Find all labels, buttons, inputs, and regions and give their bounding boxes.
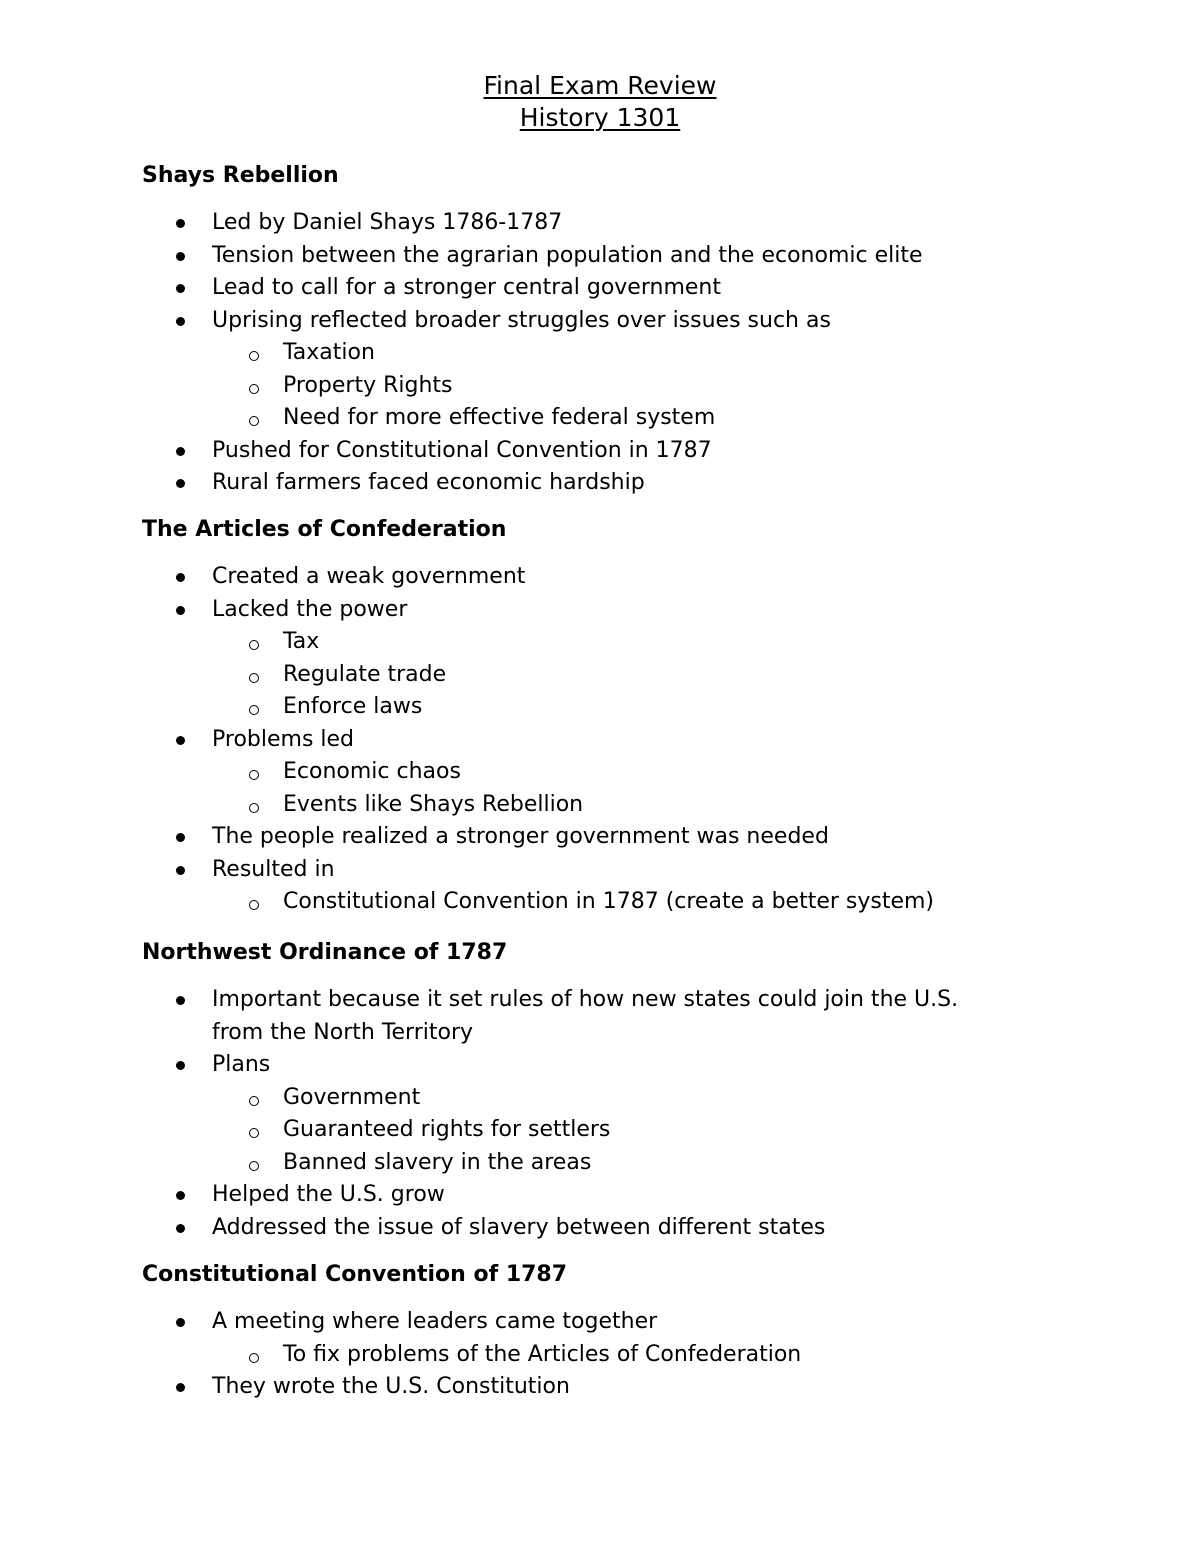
bullet-icon	[176, 219, 185, 228]
sub-list-item: Property Rights	[142, 370, 1122, 403]
bullet-icon	[176, 1191, 185, 1200]
bullet-icon	[176, 1224, 185, 1233]
section-shays-rebellion	[142, 161, 1122, 500]
sub-list-item: Guaranteed rights for settlers	[142, 1114, 1122, 1147]
circle-bullet-icon	[249, 1161, 259, 1171]
bullet-icon	[176, 479, 185, 488]
circle-bullet-icon	[249, 416, 259, 426]
circle-bullet-icon	[249, 384, 259, 394]
bullet-icon	[176, 1318, 185, 1327]
list-item: Important because it set rules of how new states could join the U.S.	[142, 984, 1122, 1017]
title-block	[0, 70, 1200, 134]
list-item: Led by Daniel Shays 1786-1787	[142, 207, 1122, 240]
sub-list-item: Economic chaos	[142, 756, 1122, 789]
section-heading: Constitutional Convention of 1787	[142, 1262, 568, 1287]
bullet-icon	[176, 736, 185, 745]
sub-list-item: Tax	[142, 626, 1122, 659]
bullet-list	[142, 207, 1122, 500]
circle-bullet-icon	[249, 705, 259, 715]
circle-bullet-icon	[249, 770, 259, 780]
list-item: The people realized a stronger government was needed	[142, 821, 1122, 854]
bullet-icon	[176, 833, 185, 842]
sub-list-item: To fix problems of the Articles of Confederation	[142, 1339, 1122, 1372]
bullet-icon	[176, 447, 185, 456]
list-item-continuation: from the North Territory	[212, 1019, 474, 1045]
circle-bullet-icon	[249, 640, 259, 650]
list-item: Resulted in	[142, 854, 1122, 887]
sub-list-item: Banned slavery in the areas	[142, 1147, 1122, 1180]
list-item: A meeting where leaders came together	[142, 1306, 1122, 1339]
list-item: Lacked the power	[142, 594, 1122, 627]
section-heading: The Articles of Confederation	[142, 517, 507, 542]
bullet-list	[142, 1306, 1122, 1404]
bullet-icon	[176, 1061, 185, 1070]
list-item: Addressed the issue of slavery between different states	[142, 1212, 1122, 1245]
sub-list-item: Regulate trade	[142, 659, 1122, 692]
section-constitutional-convention	[142, 1260, 1122, 1404]
sub-list-item: Events like Shays Rebellion	[142, 789, 1122, 822]
list-item: Lead to call for a stronger central government	[142, 272, 1122, 305]
list-item: Problems led	[142, 724, 1122, 757]
circle-bullet-icon	[249, 1128, 259, 1138]
circle-bullet-icon	[249, 351, 259, 361]
list-item: Rural farmers faced economic hardship	[142, 467, 1122, 500]
circle-bullet-icon	[249, 1096, 259, 1106]
list-item: Plans	[142, 1049, 1122, 1082]
section-heading: Northwest Ordinance of 1787	[142, 940, 508, 965]
list-item: Pushed for Constitutional Convention in 1787	[142, 435, 1122, 468]
bullet-icon	[176, 573, 185, 582]
sub-list-item: Government	[142, 1082, 1122, 1115]
bullet-icon	[176, 606, 185, 615]
bullet-icon	[176, 1383, 185, 1392]
section-articles-of-confederation	[142, 515, 1122, 919]
list-item: They wrote the U.S. Constitution	[142, 1371, 1122, 1404]
sub-list-item: Constitutional Convention in 1787 (create a better system)	[142, 886, 1122, 919]
sub-list-item: Taxation	[142, 337, 1122, 370]
circle-bullet-icon	[249, 803, 259, 813]
circle-bullet-icon	[249, 1353, 259, 1363]
bullet-list	[142, 984, 1122, 1244]
circle-bullet-icon	[249, 900, 259, 910]
bullet-icon	[176, 996, 185, 1005]
list-item: Tension between the agrarian population and the economic elite	[142, 240, 1122, 273]
list-item: Created a weak government	[142, 561, 1122, 594]
bullet-list	[142, 561, 1122, 919]
section-heading: Shays Rebellion	[142, 163, 339, 188]
bullet-icon	[176, 284, 185, 293]
course-name: History 1301	[519, 103, 681, 132]
circle-bullet-icon	[249, 673, 259, 683]
sub-list-item: Need for more effective federal system	[142, 402, 1122, 435]
section-northwest-ordinance	[142, 938, 1122, 1244]
document-title: Final Exam Review	[483, 71, 717, 100]
bullet-icon	[176, 866, 185, 875]
bullet-icon	[176, 317, 185, 326]
list-item: Helped the U.S. grow	[142, 1179, 1122, 1212]
sub-list-item: Enforce laws	[142, 691, 1122, 724]
bullet-icon	[176, 252, 185, 261]
list-item: Uprising reflected broader struggles over issues such as	[142, 305, 1122, 338]
